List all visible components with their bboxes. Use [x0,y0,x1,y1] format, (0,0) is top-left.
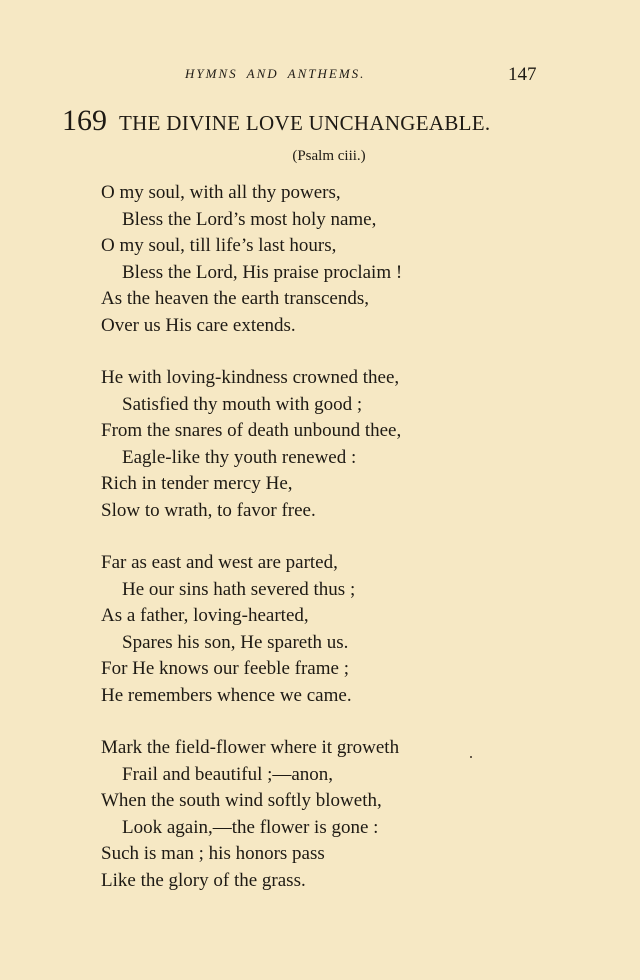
verse-line: O my soul, with all thy powers, [101,182,341,203]
verse-line: Spares his son, He spareth us. [122,631,349,653]
stanza-1 [101,180,601,339]
verse-line: When the south wind softly bloweth, [101,790,382,811]
stanza-3 [101,550,601,709]
verse-line: From the snares of death unbound thee, [101,420,402,441]
verse-line: Over us His care extends. [101,314,296,336]
ink-speck [470,756,472,758]
verse-line: Far as east and west are parted, [101,552,338,573]
verse-line: Rich in tender mercy He, [101,473,293,494]
verse-line: For He knows our feeble frame ; [101,658,349,679]
verse-line: O my soul, till life’s last hours, [101,235,337,256]
running-head [0,64,640,88]
verse-line: Eagle-like thy youth renewed : [122,446,357,468]
hymn-number: 169 [62,104,107,137]
verse-line: As a father, loving-hearted, [101,605,309,626]
verse-line: He with loving-kindness crowned thee, [101,367,400,388]
hymn-text [101,180,601,920]
verse-line: Such is man ; his honors pass [101,843,325,864]
running-title: HYMNS AND ANTHEMS. [185,66,366,81]
hymn-title: THE DIVINE LOVE UNCHANGEABLE. [119,111,491,135]
hymn-heading [62,104,602,140]
stanza-2 [101,365,601,524]
verse-line: Bless the Lord, His praise proclaim ! [122,261,403,283]
verse-line: He remembers whence we came. [101,684,352,706]
verse-line: Slow to wrath, to favor free. [101,499,316,521]
verse-line: Satisfied thy mouth with good ; [122,393,363,415]
verse-line: Frail and beautiful ;—anon, [122,763,334,785]
page-number: 147 [508,64,537,85]
hymn-source: (Psalm ciii.) [292,148,366,164]
verse-line: Mark the field-flower where it groweth [101,737,400,758]
verse-line: As the heaven the earth transcends, [101,288,370,309]
verse-line: He our sins hath severed thus ; [122,578,356,600]
stanza-4 [101,735,601,894]
verse-line: Look again,—the flower is gone : [122,816,379,838]
verse-line: Like the glory of the grass. [101,869,306,891]
verse-line: Bless the Lord’s most holy name, [122,208,377,230]
